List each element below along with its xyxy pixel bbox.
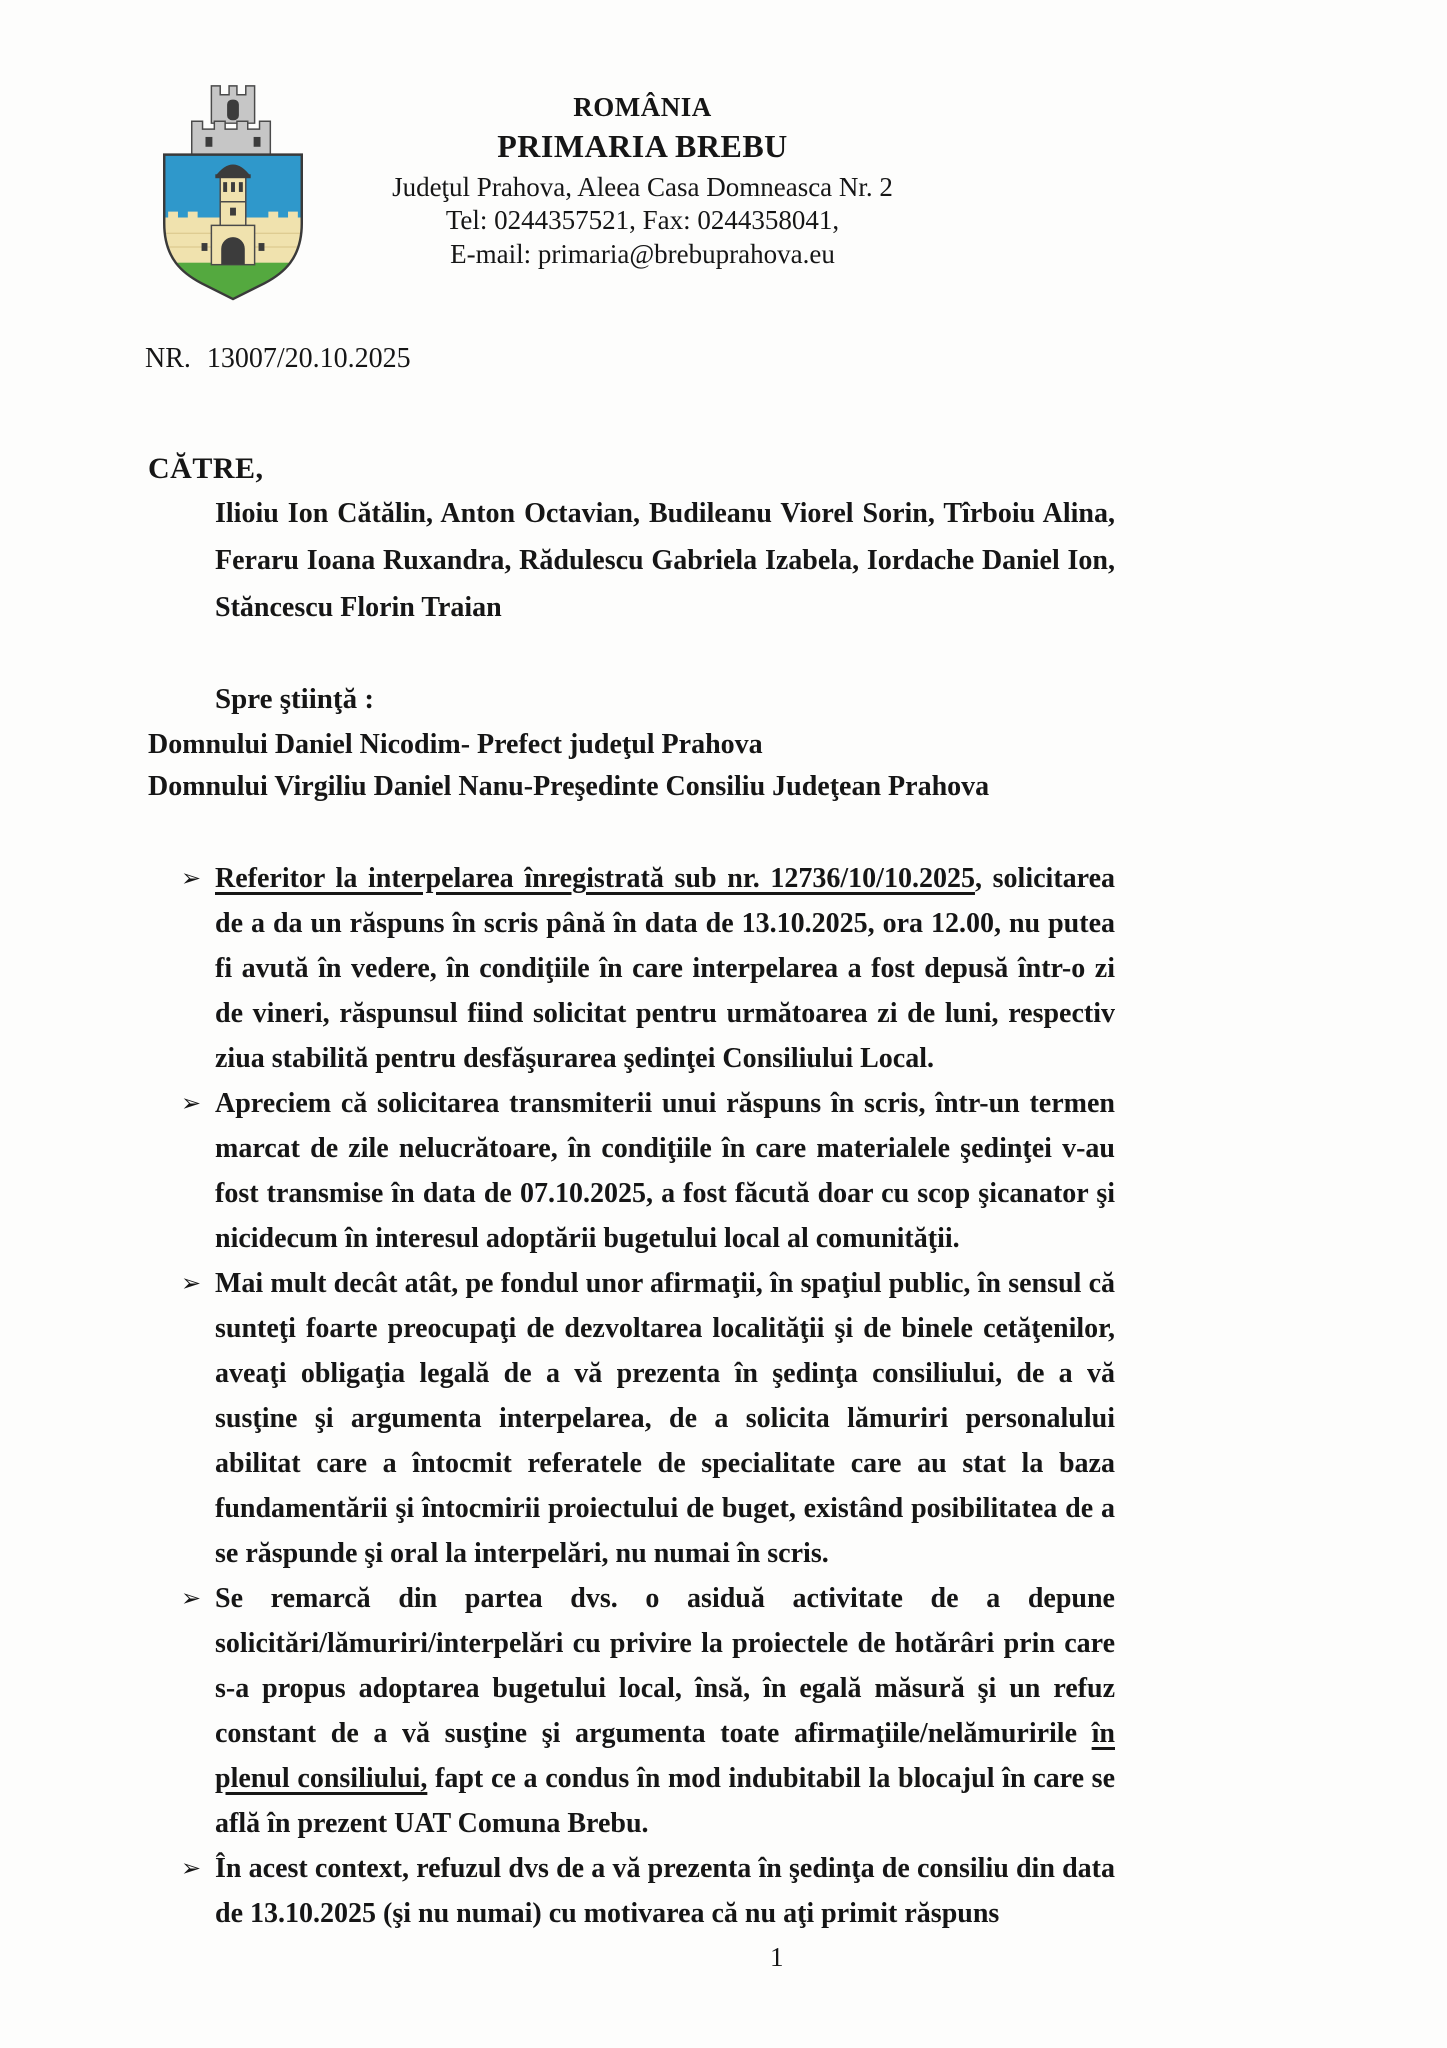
bullet-text-segment: Se remarcă din partea dvs. o asiduă activitate de a depune solicitări/lămuriri/interpelări cu privire la proiectele de hotărâri prin care s-a propus adoptarea bugetului local, însă, în egală măsură şi un refuz constant de a vă susţine şi argumenta toate afirmaţiile/nelămuririle [215,1583,1115,1749]
bullet-item-1 [181,856,1116,1081]
recipient-names: Ilioiu Ion Cătălin, Anton Octavian, Budileanu Viorel Sorin, Tîrboiu Alina, Feraru Ioana Ruxandra, Rădulescu Gabriela Izabela, Iordache Daniel Ion, Stăncescu Florin Traian [215,498,1115,623]
underlined-reference: Referitor la interpelarea înregistrată sub nr. 12736/10/10.2025 [215,863,975,894]
letterhead-country: ROMÂNIA [573,92,712,122]
bullet-text [215,1261,1115,1576]
bullet-text [215,856,1115,1081]
letterhead-address: Judeţul Prahova, Aleea Casa Domneasca Nr. 2 [392,171,893,202]
underlined-phrase: în plenul consiliului, [215,1718,1115,1794]
mural-crown [192,86,271,155]
bullet-text-segment: , solicitarea de a da un răspuns în scris până în data de 13.10.2025, ora 12.00, nu putea fi avută în vedere, în condiţiile în care interpelarea a fost depusă într-o zi de vineri, răspunsul fiind solicitat pentru următoarea zi de luni, respectiv ziua stabilită pentru desfăşurarea şedinţei Consiliului Local. [215,863,1116,1074]
bullet-arrow-icon: ➢ [181,1584,202,1612]
brebu-coat-of-arms-icon [143,78,323,302]
bullet-item-4 [181,1576,1116,1846]
bullet-text-segment: Mai mult decât atât, pe fondul unor afirmaţii, în spaţiul public, în sensul că sunteţi foarte preocupaţi de dezvoltarea localităţii şi de binele cetăţenilor, aveaţi obligaţia legală de a vă prezenta în şedinţa consiliului, de a vă susţine şi argumenta interpelarea, de a solicita lămuriri personalului abilitat care a întocmit referatele de specialitate care au stat la baza fundamentării şi întocmirii proiectului de buget, existând posibilitatea de a se răspunde şi oral la interpelări, nu numai în scris. [215,1268,1115,1569]
bullet-arrow-icon: ➢ [181,864,202,892]
green-base [162,263,303,302]
letter-body [181,856,1116,1936]
letterhead [320,92,965,271]
bullet-arrow-icon: ➢ [181,1269,202,1297]
page-number: 1 [770,1942,784,1972]
cc-label: Spre ştiinţă : [215,683,374,715]
bullet-text [215,1846,1115,1936]
letterhead-institution: PRIMARIA BREBU [497,127,788,164]
bullet-arrow-icon: ➢ [181,1089,202,1117]
bullet-arrow-icon: ➢ [181,1854,202,1882]
registration-number-line [145,343,411,375]
bullet-text [215,1081,1115,1261]
bullet-text-segment: fapt ce a condus în mod indubitabil la blocajul în care se află în prezent UAT Comuna Brebu. [215,1763,1116,1839]
bullet-item-3 [181,1261,1115,1576]
bullet-text [215,1576,1115,1846]
gate [202,225,265,264]
registration-number: 13007/20.10.2025 [206,343,411,374]
cc-recipient-president: Domnului Virgiliu Daniel Nanu-Preşedinte Consiliu Judeţean Prahova [148,771,990,802]
letterhead-phone-fax: Tel: 0244357521, Fax: 0244358041, [445,205,840,236]
registration-label: NR. [145,343,191,374]
bullet-item-5 [181,1846,1115,1936]
bullet-item-2 [181,1081,1115,1261]
letterhead-email: E-mail: primaria@brebuprahova.eu [450,239,835,270]
recipient-salutation: CĂTRE, [148,452,264,485]
cc-recipient-prefect: Domnului Daniel Nicodim- Prefect judeţul Prahova [148,729,763,760]
bullet-text-segment: În acest context, refuzul dvs de a vă prezenta în şedinţa de consiliu din data de 13.10.2025 (şi nu numai) cu motivarea că nu aţi primit răspuns [215,1853,1115,1929]
bullet-text-segment: Apreciem că solicitarea transmiterii unui răspuns în scris, într-un termen marcat de zile nelucrătoare, în condiţiile în care materialele şedinţei v-au fost transmise în data de 07.10.2025, a fost făcută doar cu scop şicanator şi nicidecum în interesul adoptării bugetului local al comunităţii. [215,1088,1115,1254]
